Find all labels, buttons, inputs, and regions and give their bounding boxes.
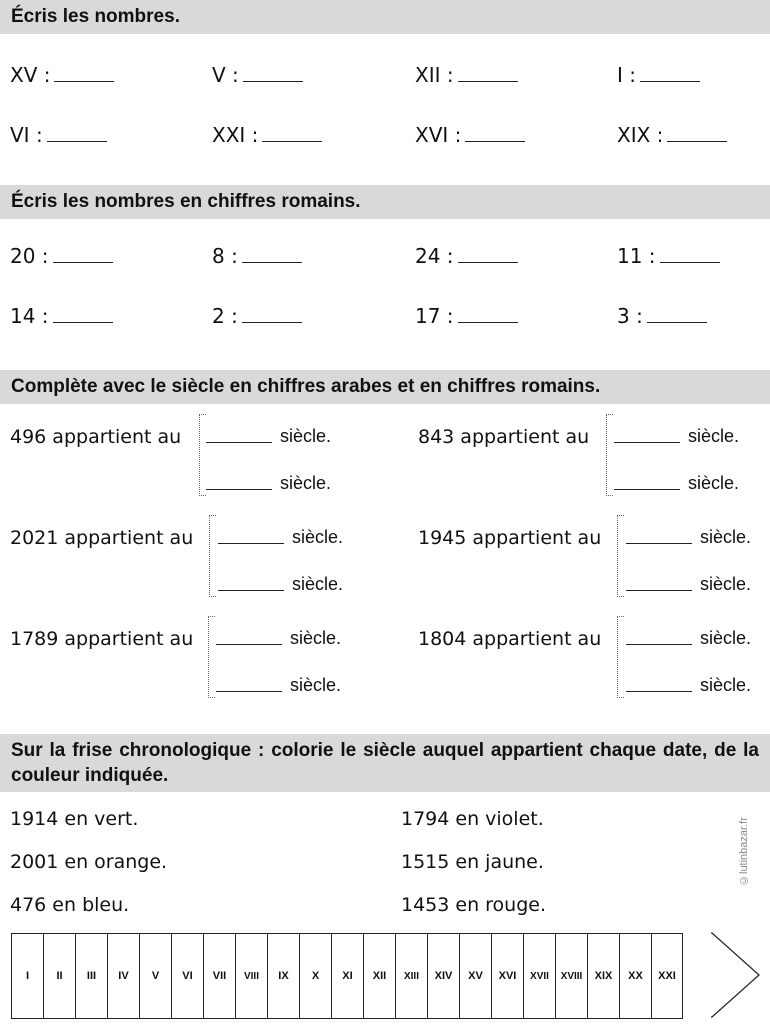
exercise-item bbox=[212, 123, 322, 147]
exercise-item bbox=[212, 304, 302, 328]
century-roman-row bbox=[626, 574, 751, 595]
answer-blank[interactable] bbox=[626, 543, 692, 544]
exercise-item bbox=[10, 304, 113, 328]
century-question: 496 appartient au bbox=[10, 426, 182, 448]
answer-blank[interactable] bbox=[626, 590, 692, 591]
answer-blank[interactable] bbox=[458, 80, 518, 82]
date-instruction: 476 en bleu. bbox=[10, 894, 130, 916]
century-arabic-row bbox=[626, 527, 751, 548]
answer-blank[interactable] bbox=[47, 140, 107, 142]
item-label: XVI : bbox=[415, 123, 462, 147]
century-roman-row bbox=[206, 473, 331, 494]
exercise-item bbox=[212, 63, 303, 87]
suffix-label: siècle. bbox=[280, 473, 332, 493]
timeline-century-cell[interactable]: V bbox=[139, 933, 171, 1019]
item-label: 3 : bbox=[617, 304, 643, 328]
section-title-century: Complète avec le siècle en chiffres arabes et en chiffres romains. bbox=[0, 370, 770, 404]
item-label: XII : bbox=[415, 63, 454, 87]
timeline-century-cell[interactable]: I bbox=[11, 933, 43, 1019]
answer-blank[interactable] bbox=[626, 691, 692, 692]
timeline-century-cell[interactable]: XVIII bbox=[555, 933, 587, 1019]
item-label: XV : bbox=[10, 63, 51, 87]
exercise-item bbox=[617, 63, 700, 87]
century-question: 1945 appartient au bbox=[418, 527, 602, 549]
century-arabic-row bbox=[626, 628, 751, 649]
century-arabic-row bbox=[216, 628, 341, 649]
timeline-century-cell[interactable]: XXI bbox=[651, 933, 683, 1019]
suffix-label: siècle. bbox=[700, 574, 752, 594]
century-roman-row bbox=[218, 574, 343, 595]
answer-blank[interactable] bbox=[242, 321, 302, 323]
answer-blank[interactable] bbox=[216, 644, 282, 645]
exercise-item bbox=[617, 123, 727, 147]
timeline-century-cell[interactable]: XIX bbox=[587, 933, 619, 1019]
timeline-century-cell[interactable]: VIII bbox=[235, 933, 267, 1019]
date-instruction: 1515 en jaune. bbox=[401, 851, 544, 873]
answer-blank[interactable] bbox=[614, 489, 680, 490]
exercise-item bbox=[10, 63, 114, 87]
answer-blank[interactable] bbox=[465, 140, 525, 142]
suffix-label: siècle. bbox=[700, 675, 752, 695]
exercise-item bbox=[617, 304, 707, 328]
answer-blank[interactable] bbox=[626, 644, 692, 645]
copyright-watermark: ©lutinbazar.fr bbox=[738, 817, 750, 887]
date-instruction: 1453 en rouge. bbox=[401, 894, 547, 916]
exercise-item bbox=[10, 123, 107, 147]
answer-blank[interactable] bbox=[614, 442, 680, 443]
timeline-century-cell[interactable]: IX bbox=[267, 933, 299, 1019]
answer-blank[interactable] bbox=[216, 691, 282, 692]
answer-blank[interactable] bbox=[53, 321, 113, 323]
exercise-item bbox=[10, 244, 113, 268]
century-question: 2021 appartient au bbox=[10, 527, 194, 549]
suffix-label: siècle. bbox=[688, 473, 740, 493]
item-label: XXI : bbox=[212, 123, 259, 147]
item-label: VI : bbox=[10, 123, 43, 147]
bracket bbox=[209, 515, 216, 597]
item-label: 24 : bbox=[415, 244, 454, 268]
bracket bbox=[208, 616, 215, 698]
item-label: 17 : bbox=[415, 304, 454, 328]
timeline bbox=[11, 933, 683, 1019]
bracket bbox=[617, 616, 624, 698]
century-question: 1789 appartient au bbox=[10, 628, 194, 650]
timeline-century-cell[interactable]: XVI bbox=[491, 933, 523, 1019]
exercise-item bbox=[415, 244, 518, 268]
exercise-item bbox=[415, 123, 525, 147]
answer-blank[interactable] bbox=[647, 321, 707, 323]
timeline-century-cell[interactable]: XVII bbox=[523, 933, 555, 1019]
answer-blank[interactable] bbox=[458, 261, 518, 263]
timeline-century-cell[interactable]: VII bbox=[203, 933, 235, 1019]
item-label: 2 : bbox=[212, 304, 238, 328]
suffix-label: siècle. bbox=[292, 574, 344, 594]
timeline-century-cell[interactable]: III bbox=[75, 933, 107, 1019]
timeline-century-cell[interactable]: II bbox=[43, 933, 75, 1019]
century-arabic-row bbox=[206, 426, 331, 447]
item-label: XIX : bbox=[617, 123, 664, 147]
century-roman-row bbox=[216, 675, 341, 696]
suffix-label: siècle. bbox=[688, 426, 740, 446]
timeline-century-cell[interactable]: XV bbox=[459, 933, 491, 1019]
item-label: 8 : bbox=[212, 244, 238, 268]
answer-blank[interactable] bbox=[206, 489, 272, 490]
suffix-label: siècle. bbox=[700, 628, 752, 648]
answer-blank[interactable] bbox=[218, 590, 284, 591]
bracket bbox=[606, 414, 613, 496]
answer-blank[interactable] bbox=[54, 80, 114, 82]
timeline-century-cell[interactable]: XX bbox=[619, 933, 651, 1019]
item-label: V : bbox=[212, 63, 239, 87]
answer-blank[interactable] bbox=[660, 261, 720, 263]
timeline-arrow-icon bbox=[710, 926, 762, 1024]
item-label: I : bbox=[617, 63, 636, 87]
date-instruction: 1794 en violet. bbox=[401, 808, 544, 830]
century-roman-row bbox=[614, 473, 739, 494]
answer-blank[interactable] bbox=[640, 80, 700, 82]
answer-blank[interactable] bbox=[458, 321, 518, 323]
date-instruction: 1914 en vert. bbox=[10, 808, 139, 830]
item-label: 20 : bbox=[10, 244, 49, 268]
timeline-century-cell[interactable]: XIV bbox=[427, 933, 459, 1019]
answer-blank[interactable] bbox=[262, 140, 322, 142]
suffix-label: siècle. bbox=[290, 628, 342, 648]
item-label: 14 : bbox=[10, 304, 49, 328]
timeline-century-cell[interactable]: VI bbox=[171, 933, 203, 1019]
exercise-item bbox=[617, 244, 720, 268]
date-instruction: 2001 en orange. bbox=[10, 851, 168, 873]
exercise-item bbox=[415, 304, 518, 328]
section-title-timeline: Sur la frise chronologique : colorie le siècle auquel appartient chaque date, de la couleur indiquée. bbox=[0, 734, 770, 792]
bracket bbox=[199, 414, 206, 496]
suffix-label: siècle. bbox=[280, 426, 332, 446]
item-label: 11 : bbox=[617, 244, 656, 268]
century-question: 1804 appartient au bbox=[418, 628, 602, 650]
century-arabic-row bbox=[614, 426, 739, 447]
answer-blank[interactable] bbox=[667, 140, 727, 142]
suffix-label: siècle. bbox=[292, 527, 344, 547]
suffix-label: siècle. bbox=[700, 527, 752, 547]
exercise-item bbox=[415, 63, 518, 87]
exercise-item bbox=[212, 244, 302, 268]
timeline-century-cell[interactable]: X bbox=[299, 933, 331, 1019]
section-title-write-numbers: Écris les nombres. bbox=[0, 0, 770, 34]
timeline-century-cell[interactable]: XIII bbox=[395, 933, 427, 1019]
timeline-century-cell[interactable]: XII bbox=[363, 933, 395, 1019]
answer-blank[interactable] bbox=[218, 543, 284, 544]
bracket bbox=[617, 515, 624, 597]
century-arabic-row bbox=[218, 527, 343, 548]
suffix-label: siècle. bbox=[290, 675, 342, 695]
section-title-roman-numerals: Écris les nombres en chiffres romains. bbox=[0, 185, 770, 219]
answer-blank[interactable] bbox=[243, 80, 303, 82]
century-roman-row bbox=[626, 675, 751, 696]
timeline-century-cell[interactable]: IV bbox=[107, 933, 139, 1019]
answer-blank[interactable] bbox=[206, 442, 272, 443]
answer-blank[interactable] bbox=[242, 261, 302, 263]
timeline-century-cell[interactable]: XI bbox=[331, 933, 363, 1019]
answer-blank[interactable] bbox=[53, 261, 113, 263]
century-question: 843 appartient au bbox=[418, 426, 590, 448]
